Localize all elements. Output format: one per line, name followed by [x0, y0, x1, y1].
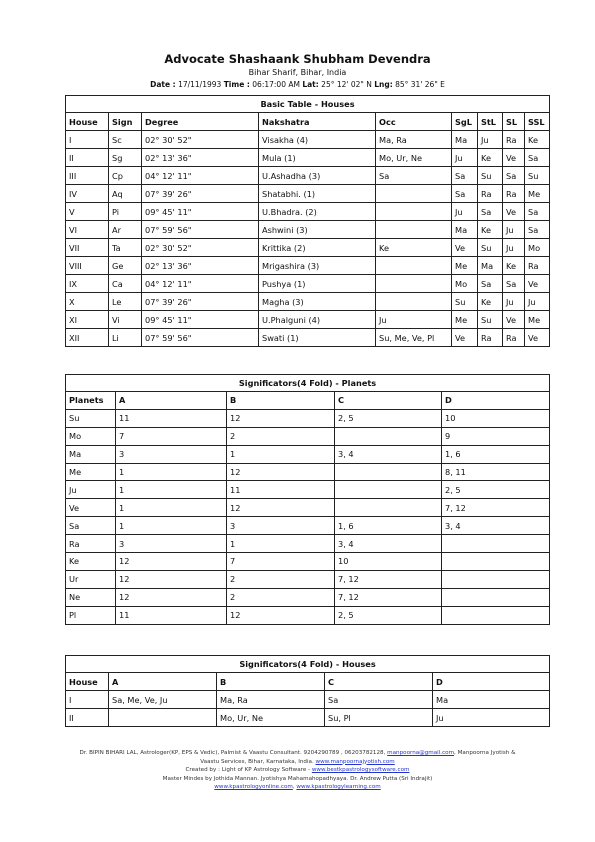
table-cell: Ve	[525, 275, 550, 293]
table-cell: 3, 4	[335, 445, 442, 463]
table-row	[66, 709, 550, 727]
table-cell	[442, 588, 550, 606]
table-cell: 04° 12' 11"	[142, 167, 259, 185]
table-cell: Me	[452, 257, 478, 275]
footer-line-3	[20, 766, 575, 775]
table-cell: 12	[116, 570, 227, 588]
table-cell: Ke	[525, 131, 550, 149]
table-cell	[376, 185, 452, 203]
table-header-row	[66, 673, 550, 691]
table-cell: Ve	[503, 149, 525, 167]
table-cell: 02° 30' 52"	[142, 131, 259, 149]
column-header: D	[433, 673, 550, 691]
table-row	[66, 311, 550, 329]
table-cell: Su, Pl	[325, 709, 433, 727]
table-row	[66, 221, 550, 239]
table-cell: Sa	[452, 185, 478, 203]
table-cell: Ra	[478, 329, 503, 347]
table-cell	[335, 481, 442, 499]
table-cell: IX	[66, 275, 109, 293]
table-cell: Pushya (1)	[259, 275, 376, 293]
longitude: 85° 31' 26" E	[395, 80, 445, 89]
table-cell: Ve	[503, 203, 525, 221]
table-cell: U.Bhadra. (2)	[259, 203, 376, 221]
column-header: A	[116, 392, 227, 410]
table-row	[66, 517, 550, 535]
astrologer-info: Dr. BIPIN BIHARI LAL, Astrologer(KP, EPS & Vedic), Palmist & Vaastu Consultant. 9204290789 , 06203782128,	[79, 750, 386, 756]
table-cell: II	[66, 149, 109, 167]
table-cell: Ma	[478, 257, 503, 275]
table-cell: Mo	[66, 427, 116, 445]
table-cell: 1	[227, 535, 335, 553]
table-cell: 12	[116, 553, 227, 571]
basic-houses-table	[65, 95, 550, 347]
table-row	[66, 499, 550, 517]
column-header: StL	[478, 113, 503, 131]
table-cell: Pl	[66, 606, 116, 624]
table-row	[66, 445, 550, 463]
table-cell: 07° 59' 56"	[142, 329, 259, 347]
table-cell: 07° 39' 26"	[142, 185, 259, 203]
birth-location: Bihar Sharif, Bihar, India	[248, 68, 347, 77]
table-cell	[442, 553, 550, 571]
table-cell: U.Ashadha (3)	[259, 167, 376, 185]
table-cell: 1	[227, 445, 335, 463]
footer-line-4: Master Mindes by Jothida Mannan. Jyotishya Mahamahopadhyaya. Dr. Andrew Putta (Sri Indrajit)	[162, 775, 433, 782]
table-cell: Me	[66, 463, 116, 481]
table-cell: Ge	[109, 257, 142, 275]
table-cell: XI	[66, 311, 109, 329]
table-cell: Ke	[503, 257, 525, 275]
table-row	[66, 329, 550, 347]
table-cell: Ju	[452, 149, 478, 167]
table-cell	[376, 203, 452, 221]
table-cell: Mrigashira (3)	[259, 257, 376, 275]
lat-label: Lat:	[302, 80, 319, 89]
table-cell: 1, 6	[442, 445, 550, 463]
table-cell: Me	[452, 311, 478, 329]
table-cell: 2	[227, 588, 335, 606]
table-cell: X	[66, 293, 109, 311]
table-cell: I	[66, 131, 109, 149]
footer-line-2	[20, 758, 575, 767]
table-cell: 10	[335, 553, 442, 571]
table-cell: Su	[478, 311, 503, 329]
table-cell: Ashwini (3)	[259, 221, 376, 239]
planets-table-title: Significators(4 Fold) - Planets	[66, 375, 550, 392]
website-link[interactable]: www.manpoornajyotish.com	[315, 758, 395, 765]
table-cell: XII	[66, 329, 109, 347]
table-cell: 8, 11	[442, 463, 550, 481]
table-cell: Me	[525, 185, 550, 203]
table-cell: 1	[116, 517, 227, 535]
table-cell: III	[66, 167, 109, 185]
table-cell: Swati (1)	[259, 329, 376, 347]
table-cell: Mula (1)	[259, 149, 376, 167]
table-cell: IV	[66, 185, 109, 203]
table-cell: Cp	[109, 167, 142, 185]
column-header: Nakshatra	[259, 113, 376, 131]
table-header-row	[66, 113, 550, 131]
table-cell: Ra	[66, 535, 116, 553]
table-row	[66, 409, 550, 427]
table-row	[66, 185, 550, 203]
table-cell: Ma	[433, 691, 550, 709]
table-cell: Sa	[525, 149, 550, 167]
table-cell: VIII	[66, 257, 109, 275]
table-cell: Ju	[478, 131, 503, 149]
table-cell: Su	[525, 167, 550, 185]
column-header: C	[325, 673, 433, 691]
table-row	[66, 463, 550, 481]
table-cell	[376, 275, 452, 293]
table-row	[66, 588, 550, 606]
birth-time: 06:17:00 AM	[252, 80, 300, 89]
table-cell: Ma, Ra	[376, 131, 452, 149]
table-cell: 02° 13' 36"	[142, 149, 259, 167]
table-cell: Su, Me, Ve, Pl	[376, 329, 452, 347]
table-cell: Ma	[452, 131, 478, 149]
table-cell: Pi	[109, 203, 142, 221]
table-cell: Sg	[109, 149, 142, 167]
table-row	[66, 427, 550, 445]
table-cell	[376, 221, 452, 239]
table-cell: 07° 59' 56"	[142, 221, 259, 239]
table-cell: Mo	[452, 275, 478, 293]
column-header: D	[442, 392, 550, 410]
table-cell: Me	[525, 311, 550, 329]
table-cell: Mo, Ur, Ne	[376, 149, 452, 167]
planet-significators-table	[65, 374, 550, 625]
table-cell: 7	[116, 427, 227, 445]
table-cell	[335, 463, 442, 481]
table-cell: Ke	[478, 221, 503, 239]
column-header: SL	[503, 113, 525, 131]
software-credit: Created by : Light of KP Astrology Software -	[185, 767, 311, 774]
table-row	[66, 481, 550, 499]
table-cell: Sa	[478, 275, 503, 293]
table-cell	[109, 709, 217, 727]
column-header: C	[335, 392, 442, 410]
table-row	[66, 275, 550, 293]
table-cell: Sa	[66, 517, 116, 535]
footer-line-5: www.kpastrologyonline.com, www.kpastrologylearning.com	[214, 784, 381, 791]
table-cell: Su	[452, 293, 478, 311]
table-cell: 1	[116, 499, 227, 517]
table-cell: Ra	[525, 257, 550, 275]
table-cell: 2	[227, 570, 335, 588]
table-cell: Ve	[503, 311, 525, 329]
table-cell: Sa	[503, 275, 525, 293]
kp-learning-link[interactable]: www.kpastrologylearning.com	[296, 784, 381, 791]
latitude: 25° 12' 02" N	[321, 80, 372, 89]
table-cell	[335, 427, 442, 445]
table-cell: Ju	[503, 239, 525, 257]
table-cell: Ke	[478, 149, 503, 167]
table-cell: Su	[478, 239, 503, 257]
table-cell: Sc	[109, 131, 142, 149]
table-cell: 07° 39' 26"	[142, 293, 259, 311]
lng-label: Lng:	[374, 80, 393, 89]
column-header: SgL	[452, 113, 478, 131]
table-cell: Ca	[109, 275, 142, 293]
table-cell	[335, 499, 442, 517]
table-row	[66, 553, 550, 571]
table-cell: 11	[227, 481, 335, 499]
column-header: B	[217, 673, 325, 691]
kp-online-link[interactable]: www.kpastrologyonline.com	[214, 784, 293, 791]
table-cell: Su	[66, 409, 116, 427]
table-cell: Ju	[503, 221, 525, 239]
table-cell: Ra	[503, 131, 525, 149]
column-header: SSL	[525, 113, 550, 131]
column-header: Sign	[109, 113, 142, 131]
table-cell: Sa	[525, 221, 550, 239]
table-cell: I	[66, 691, 109, 709]
table-cell: Sa, Me, Ve, Ju	[109, 691, 217, 709]
house-significators-table	[65, 655, 550, 727]
time-label: Time :	[223, 80, 250, 89]
table-row	[66, 203, 550, 221]
table-cell: Ra	[478, 185, 503, 203]
table-cell: Ve	[452, 329, 478, 347]
table-cell: 7	[227, 553, 335, 571]
table-cell: 7, 12	[335, 570, 442, 588]
table-cell	[376, 257, 452, 275]
table-cell	[442, 570, 550, 588]
table-cell: Ju	[433, 709, 550, 727]
table-cell: 2, 5	[442, 481, 550, 499]
table-row	[66, 257, 550, 275]
table-row	[66, 239, 550, 257]
firm-address: Vaastu Services, Bihar, Karnataka, India.	[200, 758, 314, 765]
table-cell: Krittika (2)	[259, 239, 376, 257]
astrologer-firm: , Manpoorna Jyotish &	[454, 750, 516, 756]
table-cell: Shatabhi. (1)	[259, 185, 376, 203]
table-cell: Magha (3)	[259, 293, 376, 311]
table-cell: Ma	[66, 445, 116, 463]
table-row	[66, 167, 550, 185]
table-cell: 3, 4	[335, 535, 442, 553]
table-cell: 09° 45' 11"	[142, 311, 259, 329]
table-row	[66, 606, 550, 624]
column-header: House	[66, 113, 109, 131]
table-cell: Sa	[325, 691, 433, 709]
table-cell: 12	[227, 409, 335, 427]
email-link[interactable]: manpoorna@gmail.com	[387, 750, 455, 756]
table-row	[66, 691, 550, 709]
table-cell: VII	[66, 239, 109, 257]
table-cell: 02° 30' 52"	[142, 239, 259, 257]
table-cell: U.Phalguni (4)	[259, 311, 376, 329]
table-cell: 1, 6	[335, 517, 442, 535]
table-cell: Sa	[452, 167, 478, 185]
table-row	[66, 149, 550, 167]
table-row	[66, 131, 550, 149]
table-header-row	[66, 392, 550, 410]
table-cell: 09° 45' 11"	[142, 203, 259, 221]
table-cell: 02° 13' 36"	[142, 257, 259, 275]
table-cell: Ke	[376, 239, 452, 257]
table-cell: Mo, Ur, Ne	[217, 709, 325, 727]
table-cell: Ju	[376, 311, 452, 329]
footer-line-1	[20, 749, 575, 758]
table-cell: Ma	[452, 221, 478, 239]
table-cell: 3	[116, 445, 227, 463]
table-cell: 2, 5	[335, 606, 442, 624]
house-sig-table-title: Significators(4 Fold) - Houses	[66, 656, 550, 673]
table-cell: 12	[227, 463, 335, 481]
table-cell: 12	[116, 588, 227, 606]
table-cell	[442, 606, 550, 624]
table-cell: 12	[227, 606, 335, 624]
footer	[20, 749, 575, 792]
table-cell: Sa	[503, 167, 525, 185]
table-cell	[376, 293, 452, 311]
table-cell: 3	[227, 517, 335, 535]
table-cell: Ta	[109, 239, 142, 257]
table-cell: Ur	[66, 570, 116, 588]
houses-table-title: Basic Table - Houses	[66, 96, 550, 113]
table-cell: 11	[116, 409, 227, 427]
table-cell: 3	[116, 535, 227, 553]
table-cell: Su	[478, 167, 503, 185]
client-name: Advocate Shashaank Shubham Devendra	[164, 52, 431, 66]
table-cell: II	[66, 709, 109, 727]
table-cell: 1	[116, 481, 227, 499]
table-cell: 3, 4	[442, 517, 550, 535]
table-cell: Visakha (4)	[259, 131, 376, 149]
table-cell: Sa	[376, 167, 452, 185]
table-cell: 12	[227, 499, 335, 517]
table-cell: 2	[227, 427, 335, 445]
software-link[interactable]: www.bestkpastrologysoftware.com	[311, 767, 410, 774]
table-cell: 2, 5	[335, 409, 442, 427]
table-cell: Sa	[478, 203, 503, 221]
birth-details	[0, 80, 595, 89]
table-cell: Ke	[478, 293, 503, 311]
table-cell	[442, 535, 550, 553]
table-cell: 10	[442, 409, 550, 427]
table-cell: Sa	[525, 203, 550, 221]
table-cell: Ju	[452, 203, 478, 221]
table-cell: Vi	[109, 311, 142, 329]
table-cell: Ju	[525, 293, 550, 311]
table-cell: Ar	[109, 221, 142, 239]
column-header: B	[227, 392, 335, 410]
column-header: Planets	[66, 392, 116, 410]
column-header: Degree	[142, 113, 259, 131]
table-cell: Ju	[503, 293, 525, 311]
table-cell: Ke	[66, 553, 116, 571]
table-cell: 11	[116, 606, 227, 624]
table-cell: 7, 12	[335, 588, 442, 606]
table-cell: Ve	[525, 329, 550, 347]
table-cell: Ra	[503, 185, 525, 203]
table-cell: 04° 12' 11"	[142, 275, 259, 293]
table-cell: Li	[109, 329, 142, 347]
table-cell: Le	[109, 293, 142, 311]
table-cell: 9	[442, 427, 550, 445]
table-cell: V	[66, 203, 109, 221]
table-cell: VI	[66, 221, 109, 239]
table-cell: Ju	[66, 481, 116, 499]
table-row	[66, 293, 550, 311]
table-row	[66, 535, 550, 553]
table-cell: 1	[116, 463, 227, 481]
column-header: A	[109, 673, 217, 691]
table-cell: 7, 12	[442, 499, 550, 517]
column-header: House	[66, 673, 109, 691]
table-cell: Ma, Ra	[217, 691, 325, 709]
table-cell: Ve	[452, 239, 478, 257]
column-header: Occ	[376, 113, 452, 131]
table-cell: Mo	[525, 239, 550, 257]
birth-date: 17/11/1993	[178, 80, 222, 89]
date-label: Date :	[150, 80, 176, 89]
table-cell: Ve	[66, 499, 116, 517]
table-cell: Aq	[109, 185, 142, 203]
table-row	[66, 570, 550, 588]
table-cell: Ne	[66, 588, 116, 606]
table-cell: Ra	[503, 329, 525, 347]
